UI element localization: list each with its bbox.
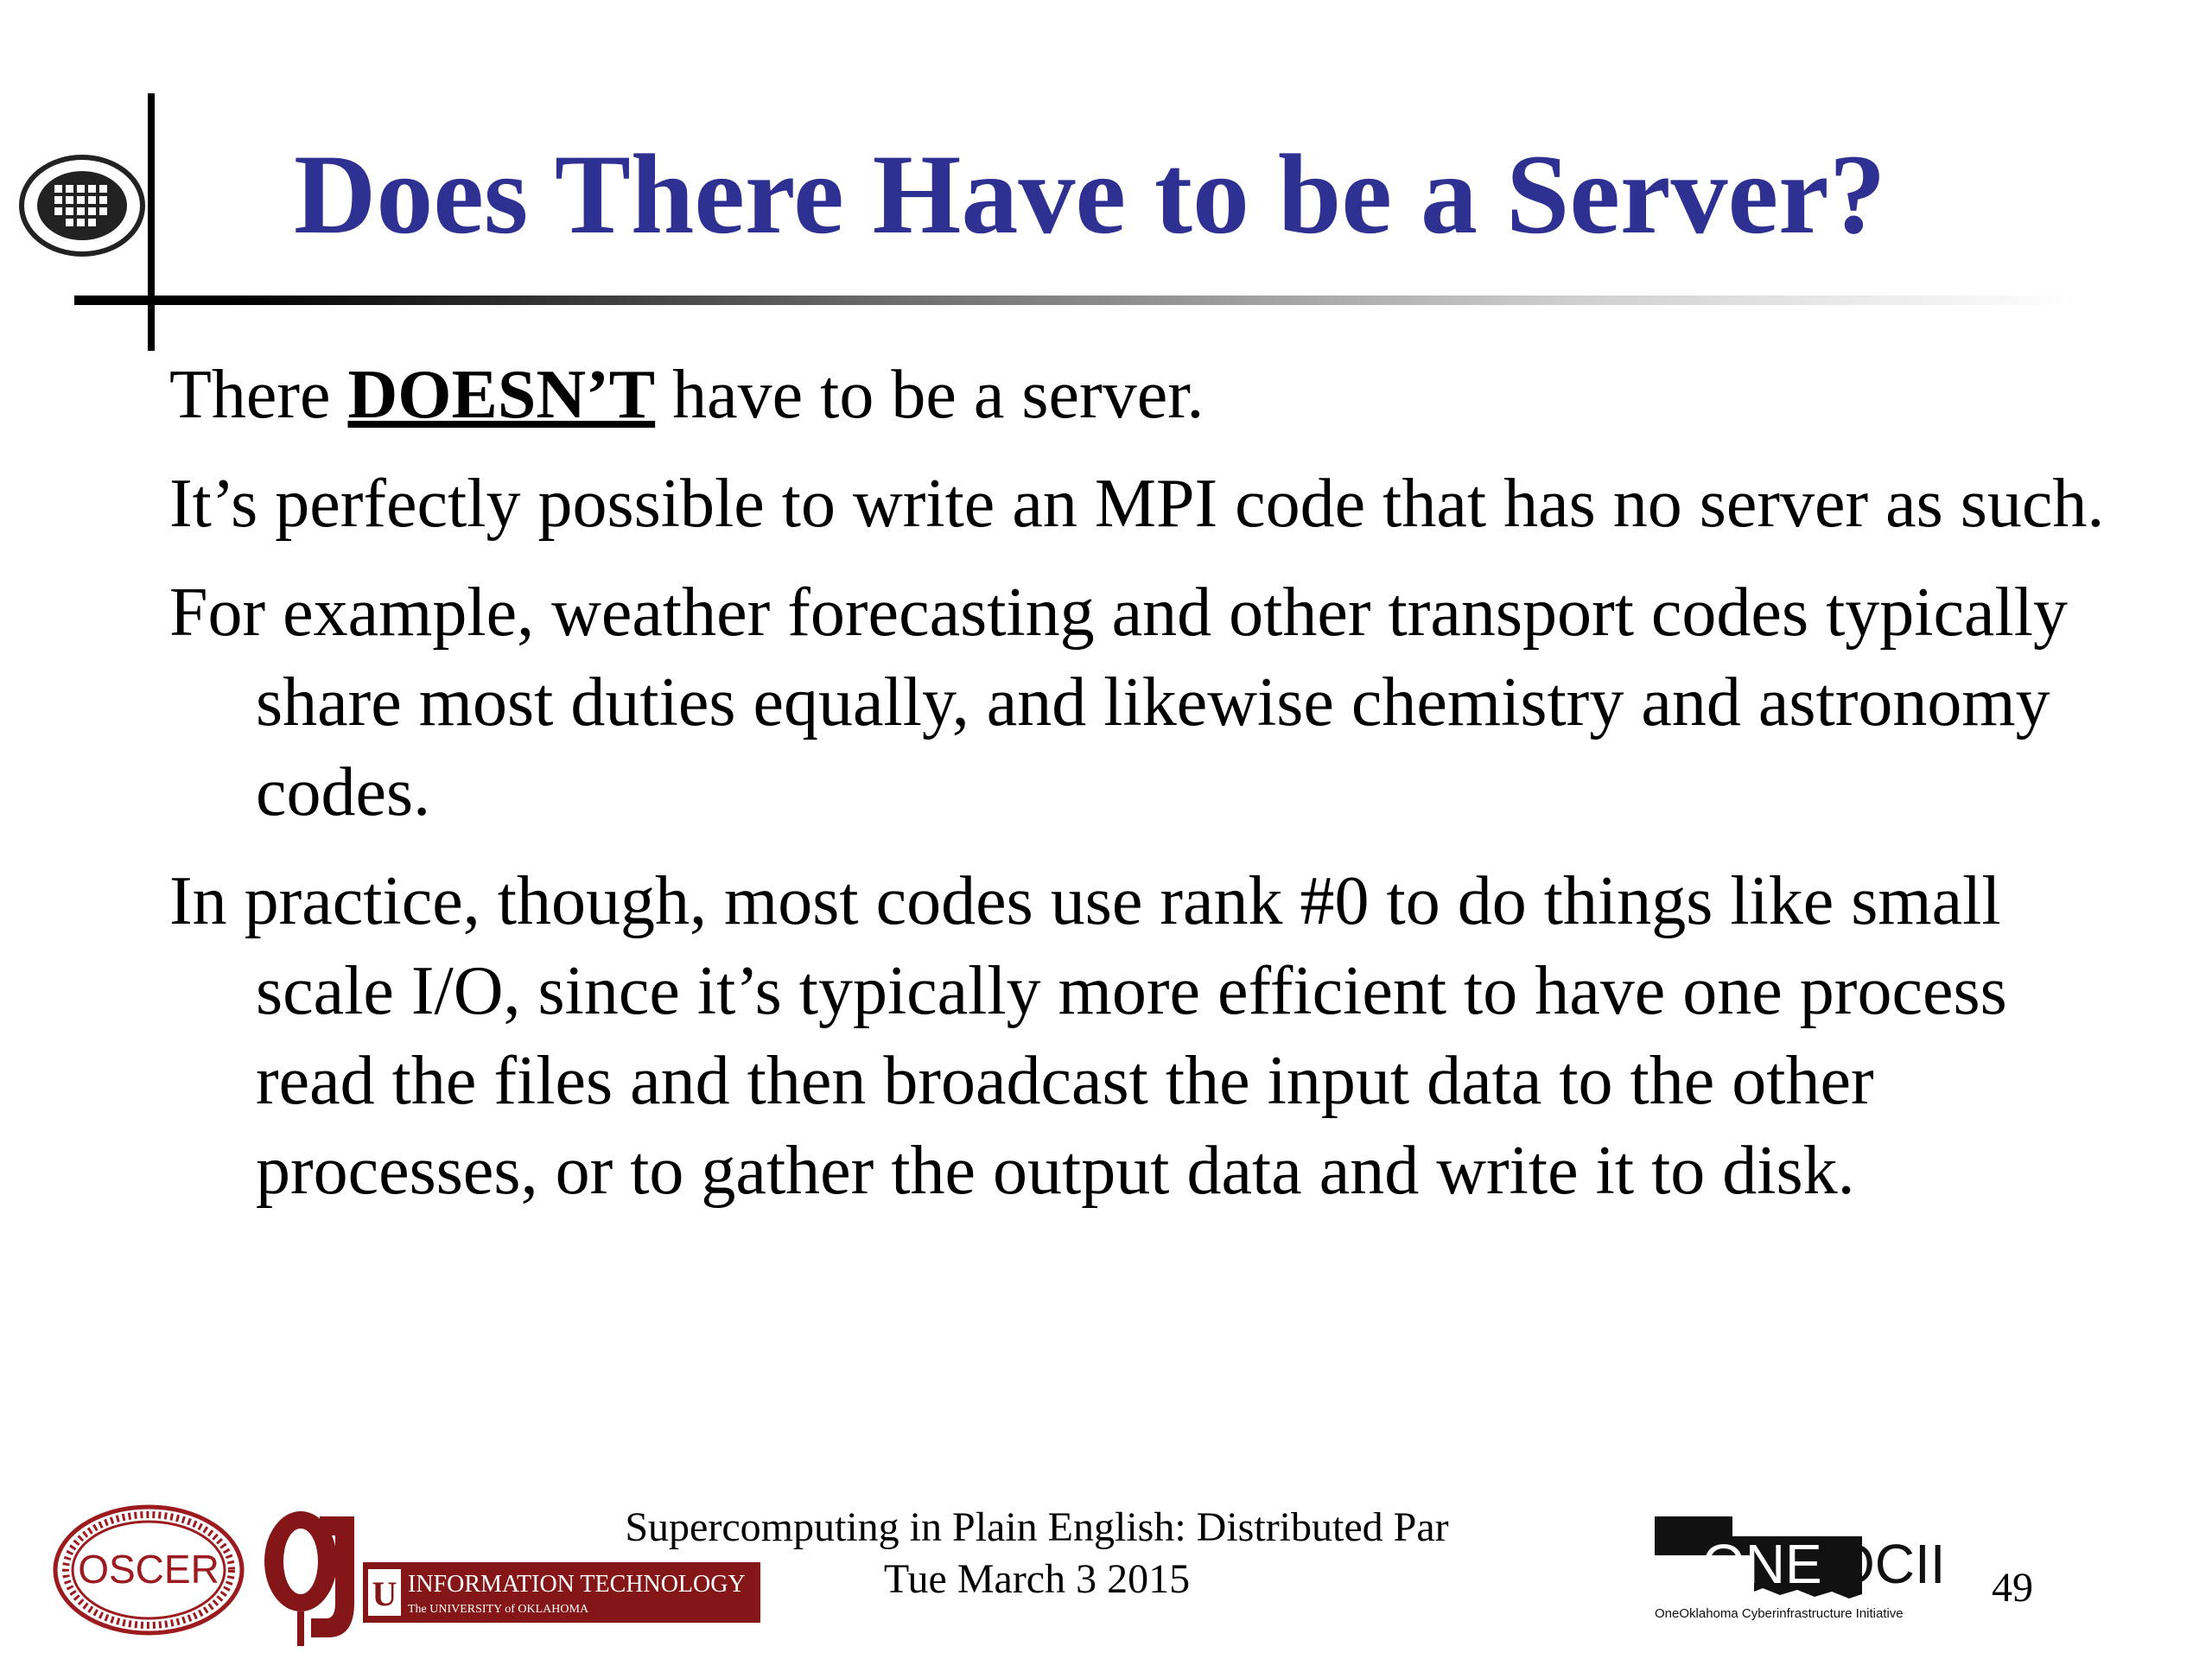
oscer-logo [52,1503,246,1637]
svg-text:U: U [372,1574,397,1613]
page-number: 49 [1992,1565,2033,1611]
oneocii-logo [1650,1512,1953,1624]
bullet-1-pre: There [169,357,348,433]
header-horizontal-line [74,296,2079,305]
slide-title: Does There Have to be a Server? [294,130,1886,257]
bullet-1-post: have to be a server. [655,357,1205,433]
oneocii-one: ONE [1702,1533,1822,1595]
supercomputing-logo-icon [17,154,147,257]
footer-line-1: Supercomputing in Plain English: Distributed Par [625,1504,1449,1550]
footer-line-2: Tue March 3 2015 [883,1556,1191,1602]
header-vertical-line [148,93,155,351]
bullet-1 [169,350,2122,440]
bullet-3: For example, weather forecasting and other transport codes typically share most duties equally, and likewise chemistry and astronomy codes. [169,575,2068,830]
oneocii-ocii: OCII [1832,1533,1946,1595]
oneocii-tagline: OneOklahoma Cyberinfrastructure Initiative [1655,1606,1904,1621]
slide-body [169,350,2122,1235]
bullet-2: It’s perfectly possible to write an MPI code that has no server as such. [169,466,2105,542]
it-banner-title: INFORMATION TECHNOLOGY [408,1571,746,1598]
ou-logo [259,1508,367,1646]
bullet-4: In practice, though, most codes use rank #0 to do things like small scale I/O, since it’s typically more efficient to have one process read the files and then broadcast the input data to the other processes, or to gather the output data and write it to disk. [169,863,2007,1209]
it-banner-subtitle: The UNIVERSITY of OKLAHOMA [408,1603,589,1616]
footer-caption [518,1502,1555,1605]
bullet-1-emphasis: DOESN’T [347,357,656,433]
oscer-logo-text: OSCER [78,1547,219,1592]
